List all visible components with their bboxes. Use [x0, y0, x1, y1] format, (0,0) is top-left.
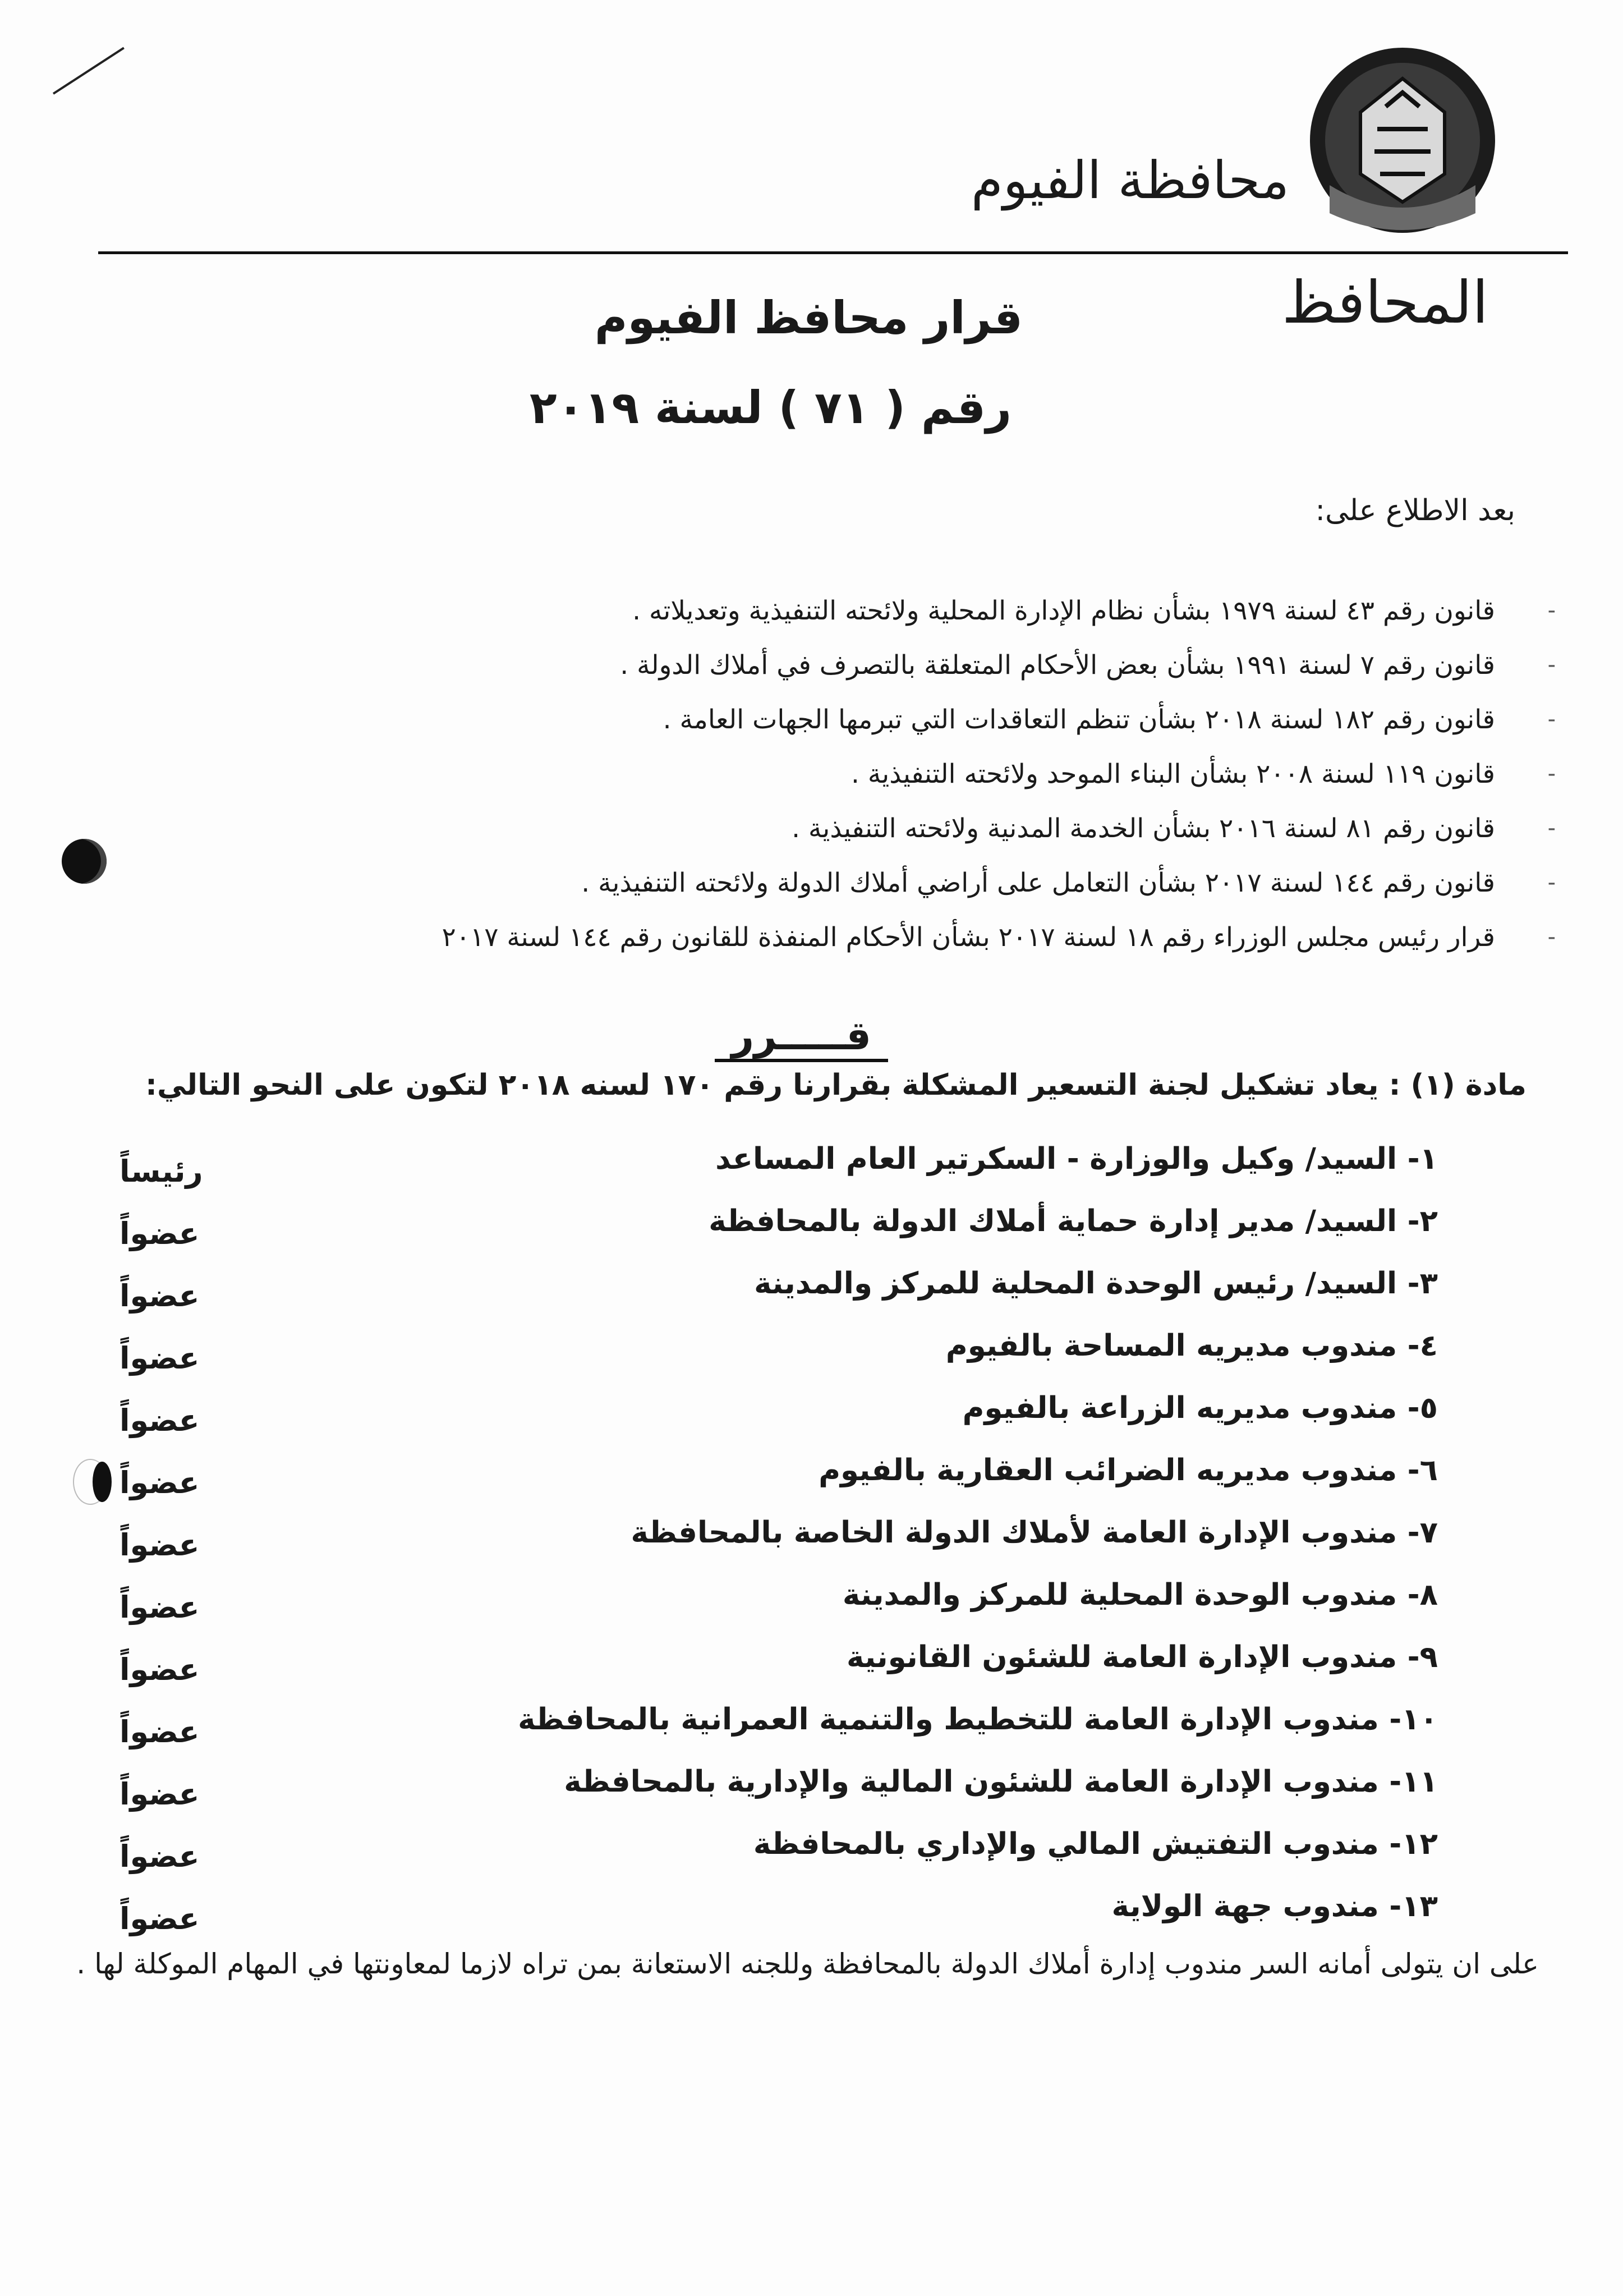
- member-role: عضواً: [119, 1527, 200, 1563]
- member-role: عضواً: [119, 1340, 200, 1376]
- governorate-seal-logo: [1307, 45, 1498, 236]
- member-name: ١٢- مندوب التفتيش المالي والإداري بالمحافظة: [753, 1827, 1438, 1861]
- member-item: [119, 1128, 1438, 1190]
- pen-mark: [53, 47, 125, 95]
- member-item: [119, 1377, 1438, 1439]
- member-item: [119, 1190, 1438, 1252]
- member-item: [119, 1439, 1438, 1501]
- closing-paragraph: على ان يتولى أمانه السر مندوب إدارة أملاك الدولة بالمحافظة وللجنه الاستعانة بمن تراه لازما لمعاونتها في المهام الموكلة لها .: [76, 1948, 1539, 1980]
- header-divider: [98, 251, 1568, 254]
- law-item: - قانون رقم ٨١ لسنة ٢٠١٦ بشأن الخدمة المدنية ولائحته التنفيذية .: [792, 813, 1556, 844]
- punch-hole: [62, 839, 107, 884]
- committee-members-list: [119, 1128, 1438, 1937]
- laws-list: [149, 584, 1556, 965]
- member-name: ٨- مندوب الوحدة المحلية للمركز والمدينة: [842, 1578, 1438, 1612]
- law-item: - قانون رقم ٧ لسنة ١٩٩١ بشأن بعض الأحكام المتعلقة بالتصرف في أملاك الدولة .: [620, 650, 1556, 681]
- member-role: عضواً: [119, 1278, 200, 1314]
- member-role: عضواً: [119, 1465, 200, 1500]
- member-name: ٥- مندوب مديريه الزراعة بالفيوم: [962, 1391, 1438, 1425]
- member-name: ١٣- مندوب جهة الولاية: [1111, 1889, 1438, 1923]
- member-role: عضواً: [119, 1652, 200, 1687]
- law-item: - قانون رقم ١٨٢ لسنة ٢٠١٨ بشأن تنظم التعاقدات التي تبرمها الجهات العامة .: [663, 704, 1556, 735]
- member-item: [119, 1813, 1438, 1875]
- member-item: [119, 1875, 1438, 1937]
- member-role: عضواً: [119, 1839, 200, 1874]
- law-item: - قانون رقم ١٤٤ لسنة ٢٠١٧ بشأن التعامل على أراضي أملاك الدولة ولائحته التنفيذية .: [581, 867, 1556, 898]
- member-name: ١١- مندوب الإدارة العامة للشئون المالية والإدارية بالمحافظة: [564, 1765, 1438, 1799]
- member-name: ٣- السيد/ رئيس الوحدة المحلية للمركز والمدينة: [754, 1266, 1438, 1301]
- law-item: - قرار رئيس مجلس الوزراء رقم ١٨ لسنة ٢٠١٧ بشأن الأحكام المنفذة للقانون رقم ١٤٤ لسنة ٢٠١٧: [442, 922, 1556, 953]
- member-name: ٩- مندوب الإدارة العامة للشئون القانونية: [846, 1640, 1438, 1674]
- member-name: ٦- مندوب مديريه الضرائب العقارية بالفيوم: [819, 1453, 1438, 1487]
- member-role: عضواً: [119, 1403, 200, 1438]
- law-item: - قانون ١١٩ لسنة ٢٠٠٨ بشأن البناء الموحد ولائحته التنفيذية .: [851, 759, 1556, 789]
- member-role: عضواً: [119, 1590, 200, 1625]
- member-name: ٧- مندوب الإدارة العامة لأملاك الدولة الخاصة بالمحافظة: [631, 1516, 1438, 1550]
- governorate-name: محافظة الفيوم: [971, 150, 1289, 210]
- member-role: عضواً: [119, 1776, 200, 1812]
- member-role: عضواً: [119, 1714, 200, 1749]
- member-item: [119, 1751, 1438, 1813]
- member-name: ١٠- مندوب الإدارة العامة للتخطيط والتنمية العمرانية بالمحافظة: [518, 1702, 1438, 1737]
- member-name: ١- السيد/ وكيل والوزارة - السكرتير العام المساعد: [715, 1142, 1438, 1176]
- member-role: عضواً: [119, 1901, 200, 1936]
- member-item: [119, 1252, 1438, 1315]
- member-role: رئيساً: [119, 1154, 203, 1189]
- punch-hole: [93, 1462, 112, 1502]
- member-item: [119, 1564, 1438, 1626]
- law-item: - قانون رقم ٤٣ لسنة ١٩٧٩ بشأن نظام الإدارة المحلية ولائحته التنفيذية وتعديلاته .: [632, 595, 1556, 626]
- decision-title: قرار محافظ الفيوم: [594, 292, 1023, 344]
- governor-label: المحافظ: [1282, 268, 1488, 337]
- member-item: [119, 1688, 1438, 1751]
- member-role: عضواً: [119, 1216, 200, 1251]
- decision-number: رقم ( ٧١ ) لسنة ٢٠١٩: [529, 382, 1011, 434]
- decree-heading: قـــــرر: [715, 1013, 888, 1062]
- member-item: [119, 1315, 1438, 1377]
- intro-text: بعد الاطلاع على:: [1315, 494, 1515, 527]
- member-item: [119, 1626, 1438, 1688]
- member-item: [119, 1501, 1438, 1564]
- member-name: ٢- السيد/ مدير إدارة حماية أملاك الدولة بالمحافظة: [709, 1204, 1438, 1238]
- member-name: ٤- مندوب مديريه المساحة بالفيوم: [945, 1329, 1438, 1363]
- article-1: مادة (١) : يعاد تشكيل لجنة التسعير المشكلة بقرارنا رقم ١٧٠ لسنه ٢٠١٨ لتكون على النحو التالي:: [145, 1068, 1527, 1102]
